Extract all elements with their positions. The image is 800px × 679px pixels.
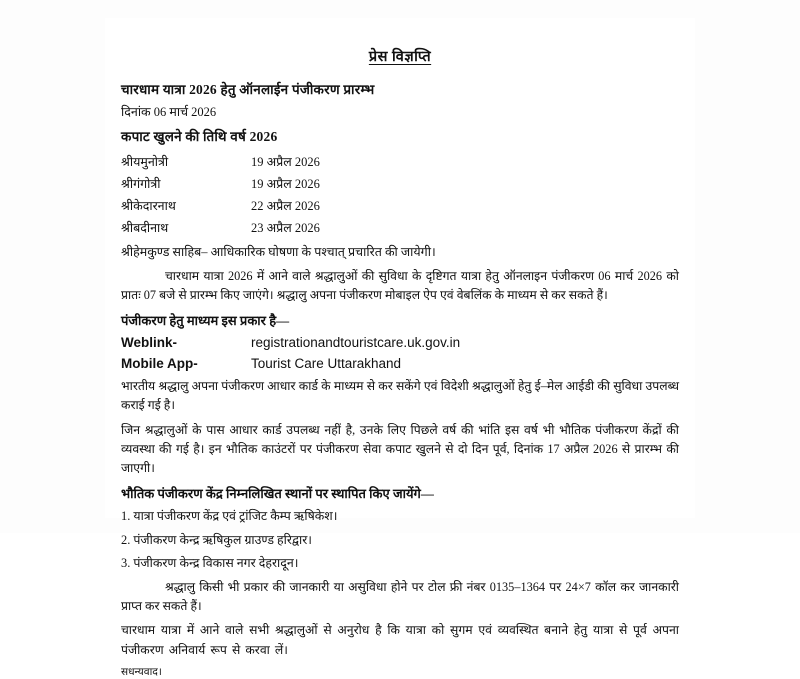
temple-opening-dates-table bbox=[121, 151, 401, 239]
list-item: 3. पंजीकरण केन्द्र विकास नगर देहरादून। bbox=[121, 556, 299, 571]
press-release-sheet bbox=[105, 18, 695, 678]
table-row bbox=[121, 173, 401, 195]
table-row bbox=[121, 195, 401, 217]
temple-name: श्रीबदीनाथ bbox=[121, 221, 169, 235]
weblink-label: Weblink- bbox=[121, 335, 178, 351]
table-row bbox=[121, 217, 401, 239]
weblink-row bbox=[121, 335, 679, 350]
mobile-app-label: Mobile App- bbox=[121, 356, 198, 372]
registration-medium-heading: पंजीकरण हेतु माध्यम इस प्रकार है— bbox=[121, 313, 290, 329]
thanks-note: सधन्यवाद। bbox=[121, 666, 162, 678]
offline-registration-paragraph: जिन श्रद्धालुओं के पास आधार कार्ड उपलब्ध नहीं है, उनके लिए पिछले वर्ष की भांति इस वर्ष भी भौतिक पंजीकरण केंद्रों की व्यवस्था की गई है। इन भौतिक काउंटरों पर पंजीकरण सेवा कपाट खुलने से दो दिन पूर्व, दिनांक 17 अप्रैल 2026 से प्रारम्भ की जाएगी। bbox=[121, 423, 679, 476]
weblink-value[interactable]: registrationandtouristcare.uk.gov.in bbox=[251, 335, 461, 351]
temple-date: 19 अप्रैल 2026 bbox=[251, 177, 320, 191]
helpline-paragraph: श्रद्धालु किसी भी प्रकार की जानकारी या असुविधा होने पर टोल फ्री नंबर 0135–1364 पर 24×7 कॉल कर जानकारी प्राप्त कर सकते हैं। bbox=[121, 580, 679, 613]
opening-dates-heading: कपाट खुलने की तिथि वर्ष 2026 bbox=[121, 129, 278, 144]
temple-date: 22 अप्रैल 2026 bbox=[251, 199, 320, 213]
mobile-app-value: Tourist Care Uttarakhand bbox=[251, 356, 402, 372]
list-item: 2. पंजीकरण केन्द्र ऋषिकुल ग्राउण्ड हरिद्वार। bbox=[121, 532, 313, 547]
temple-date: 19 अप्रैल 2026 bbox=[251, 155, 320, 169]
table-row bbox=[121, 151, 401, 173]
temple-name: श्रीगंगोत्री bbox=[121, 177, 161, 191]
press-release-title: प्रेस विज्ञप्ति bbox=[368, 49, 432, 65]
hemkund-note: श्रीहेमकुण्ड साहिब– आधिकारिक घोषणा के पश्चात् प्रचारित की जायेगी। bbox=[121, 245, 436, 259]
registration-paragraph: चारधाम यात्रा 2026 में आने वाले श्रद्धालुओं की सुविधा के दृष्टिगत यात्रा हेतु ऑनलाइन पंजीकरण 06 मार्च 2026 को प्रातः 07 बजे से प्रारम्भ किए जाएंगे। श्रद्धालु अपना पंजीकरण मोबाइल ऐप एवं वेबलिंक के माध्यम से कर सकते हैं। bbox=[121, 269, 679, 303]
headline: चारधाम यात्रा 2026 हेतु ऑनलाईन पंजीकरण प्रारम्भ bbox=[121, 82, 375, 97]
aadhaar-paragraph: भारतीय श्रद्धालु अपना पंजीकरण आधार कार्ड के माध्यम से कर सकेंगे एवं विदेशी श्रद्धालुओं हेतु ई–मेल आईडी की सुविधा उपलब्ध कराई गई है। bbox=[121, 379, 679, 413]
temple-name: श्रीकेदारनाथ bbox=[121, 199, 176, 213]
temple-date: 23 अप्रैल 2026 bbox=[251, 221, 320, 235]
issue-date: दिनांक 06 मार्च 2026 bbox=[121, 105, 217, 119]
closing-paragraph: चारधाम यात्रा में आने वाले सभी श्रद्धालुओं से अनुरोध है कि यात्रा को सुगम एवं व्यवस्थित बनाने हेतु यात्रा से पूर्व अपना पंजीकरण अनिवार्य रूप से करवा लें। bbox=[121, 623, 679, 657]
temple-name: श्रीयमुनोत्री bbox=[121, 155, 169, 169]
mobile-app-row bbox=[121, 356, 679, 371]
list-item: 1. यात्रा पंजीकरण केंद्र एवं ट्रांजिट कैम्प ऋषिकेश। bbox=[121, 509, 338, 524]
physical-centres-heading: भौतिक पंजीकरण केंद्र निम्नलिखित स्थानों पर स्थापित किए जायेंगे— bbox=[121, 486, 434, 502]
